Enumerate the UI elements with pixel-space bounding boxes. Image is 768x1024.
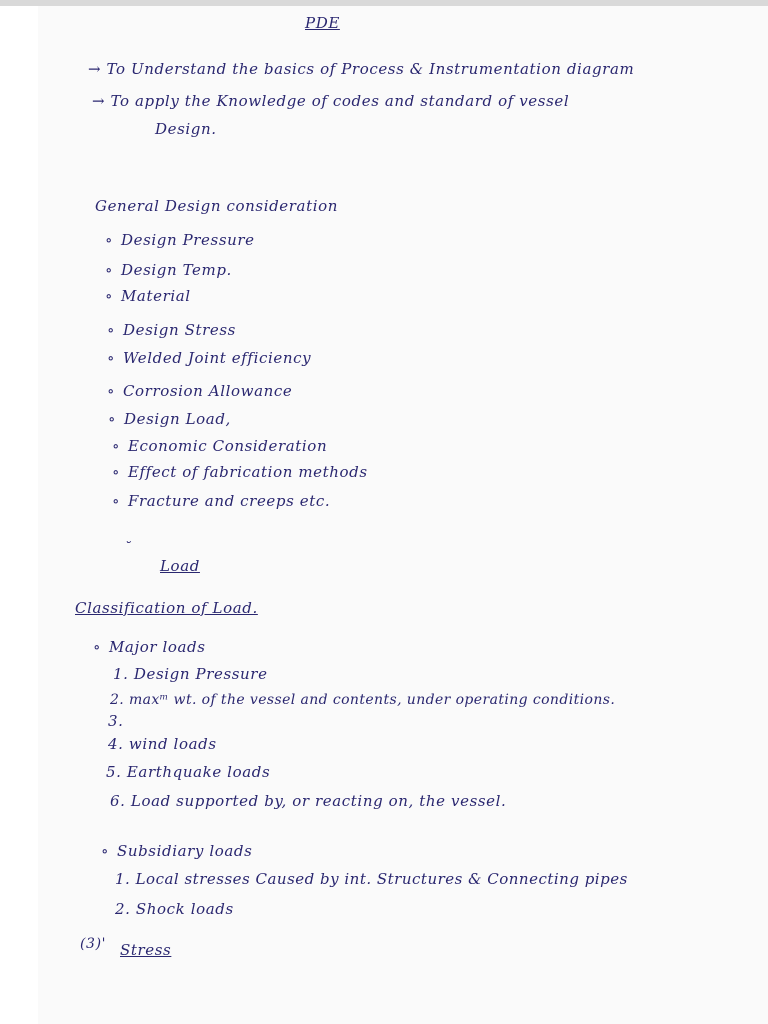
objective-text: To apply the Knowledge of codes and standard of vessel (110, 92, 570, 110)
list-item-text: Design Temp. (120, 261, 232, 279)
bullet-icon: ∘ (107, 382, 115, 400)
classification-heading: Classification of Load. (75, 599, 258, 617)
objective-item (88, 60, 634, 78)
general-heading: General Design consideration (95, 197, 339, 215)
bullet-icon: ∘ (112, 492, 120, 510)
bullet-icon: ∘ (105, 261, 113, 279)
page-margin (0, 0, 38, 1024)
list-item-text: Design Pressure (120, 231, 255, 249)
list-item-text: Material (120, 287, 191, 305)
page-title: PDE (305, 14, 340, 32)
bullet-icon: ∘ (101, 842, 109, 860)
list-item-text: Design Stress (122, 321, 236, 339)
list-item (107, 382, 292, 400)
bullet-icon: ∘ (107, 349, 115, 367)
list-item (108, 410, 231, 428)
major-load-item: 6. Load supported by, or reacting on, the vessel. (110, 792, 507, 810)
arrow-marker: → (92, 92, 106, 110)
major-loads-label: Major loads (108, 638, 206, 656)
list-item (105, 261, 232, 279)
list-item-text: Effect of fabrication methods (127, 463, 368, 481)
list-item (107, 349, 311, 367)
list-item (112, 437, 327, 455)
objective-text: To Understand the basics of Process & Instrumentation diagram (106, 60, 635, 78)
subsidiary-load-item: 2. Shock loads (115, 900, 234, 918)
list-item (105, 287, 191, 305)
subsidiary-loads-heading (101, 842, 252, 860)
stress-heading: Stress (120, 941, 172, 959)
major-load-item: 3. (108, 712, 124, 730)
list-item (112, 463, 368, 481)
list-item (112, 492, 330, 510)
major-load-item: 1. Design Pressure (113, 665, 268, 683)
major-load-item: 4. wind loads (108, 735, 217, 753)
bullet-icon: ∘ (93, 638, 101, 656)
list-item-text: Economic Consideration (127, 437, 328, 455)
section-number-marker: (3)' (80, 936, 107, 952)
list-item-text: Design Load, (123, 410, 231, 428)
bullet-icon: ∘ (112, 437, 120, 455)
stray-mark: ˘ (124, 540, 131, 556)
objective-item (92, 92, 569, 110)
bullet-icon: ∘ (108, 410, 116, 428)
subsidiary-load-item: 1. Local stresses Caused by int. Structures & Connecting pipes (115, 870, 628, 888)
arrow-marker: → (88, 60, 102, 78)
list-item-text: Fracture and creeps etc. (127, 492, 331, 510)
list-item-text: Welded Joint efficiency (122, 349, 312, 367)
bullet-icon: ∘ (105, 231, 113, 249)
page-top-edge (0, 0, 768, 6)
list-item (107, 321, 236, 339)
bullet-icon: ∘ (105, 287, 113, 305)
list-item-text: Corrosion Allowance (122, 382, 293, 400)
list-item (105, 231, 255, 249)
major-load-item: 5. Earthquake loads (106, 763, 271, 781)
major-loads-heading (93, 638, 206, 656)
bullet-icon: ∘ (107, 321, 115, 339)
objective-continuation: Design. (155, 120, 217, 138)
bullet-icon: ∘ (112, 463, 120, 481)
subsidiary-loads-label: Subsidiary loads (116, 842, 253, 860)
load-heading: Load (160, 557, 200, 575)
major-load-item: 2. maxᵐ wt. of the vessel and contents, under operating conditions. (110, 692, 616, 708)
